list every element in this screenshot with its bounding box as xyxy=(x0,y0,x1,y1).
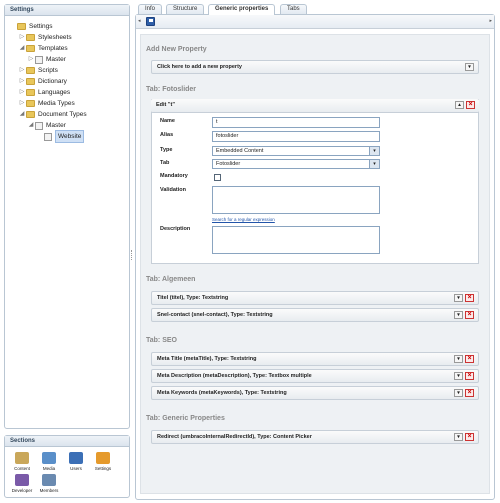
folder-icon xyxy=(26,67,35,74)
tree-item[interactable] xyxy=(27,54,66,65)
delete-icon[interactable]: × xyxy=(465,311,474,319)
chevron-down-icon[interactable]: ▾ xyxy=(454,311,463,319)
name-label: Name xyxy=(160,118,175,124)
expand-arrow-icon[interactable]: ▷ xyxy=(19,34,25,40)
folder-icon xyxy=(26,34,35,41)
chevron-down-icon[interactable]: ▾ xyxy=(454,294,463,302)
chevron-down-icon[interactable]: ▾ xyxy=(454,355,463,363)
tree-item-label: Dictionary xyxy=(38,78,67,85)
property-bar[interactable] xyxy=(151,430,479,444)
tree-item-label: Stylesheets xyxy=(38,34,72,41)
description-label: Description xyxy=(160,226,191,232)
folder-icon xyxy=(26,78,35,85)
expand-arrow-icon[interactable]: ▷ xyxy=(19,78,25,84)
alias-label: Alias xyxy=(160,132,174,138)
property-label: Meta Description (metaDescription), Type: Textbox multiple xyxy=(157,373,312,379)
expand-arrow-icon[interactable]: ◢ xyxy=(28,122,34,128)
scroll-left-icon[interactable]: ◂ xyxy=(138,18,141,24)
settings-icon xyxy=(96,452,110,464)
folder-icon xyxy=(26,45,35,52)
chevron-down-icon: ▾ xyxy=(369,160,379,168)
property-bar[interactable] xyxy=(151,352,479,366)
chevron-down-icon[interactable]: ▾ xyxy=(454,372,463,380)
tree-item[interactable] xyxy=(9,21,53,32)
folder-icon xyxy=(17,23,26,30)
validation-textarea[interactable] xyxy=(212,186,380,214)
tab-tabs[interactable]: Tabs xyxy=(280,4,307,14)
tab-select-value: Fotoslider xyxy=(216,161,241,167)
settings-panel-title: Settings xyxy=(5,5,129,16)
add-property-heading: Add New Property xyxy=(146,46,207,53)
delete-icon[interactable]: × xyxy=(465,294,474,302)
section-label: Members xyxy=(39,488,59,493)
name-input[interactable]: t xyxy=(212,117,380,128)
folder-icon xyxy=(26,111,35,118)
property-label: Redirect (umbracoInternalRedirectId), Type: Content Picker xyxy=(157,434,312,440)
folder-icon xyxy=(26,89,35,96)
section-label: Developer xyxy=(11,488,33,493)
tab-generic-properties[interactable]: Generic properties xyxy=(208,4,275,15)
tree-item[interactable] xyxy=(18,98,75,109)
chevron-down-icon: ▾ xyxy=(369,147,379,155)
tree-item-label: Templates xyxy=(38,45,68,52)
tree-item-label: Scripts xyxy=(38,67,58,74)
expand-arrow-icon[interactable]: ▷ xyxy=(19,67,25,73)
tree-item-label: Languages xyxy=(38,89,71,96)
tab-info[interactable]: Info xyxy=(138,4,162,14)
tree-item-label: Website xyxy=(55,130,84,143)
section-label: Settings xyxy=(94,466,112,471)
mandatory-checkbox[interactable] xyxy=(214,174,221,181)
section-label: Content xyxy=(14,466,30,471)
expand-arrow-icon[interactable]: ◢ xyxy=(19,111,25,117)
media-icon xyxy=(42,452,56,464)
members-icon xyxy=(42,474,56,486)
users-icon xyxy=(69,452,83,464)
document-icon xyxy=(35,56,43,64)
delete-icon[interactable]: × xyxy=(465,355,474,363)
add-property-bar[interactable] xyxy=(151,60,479,74)
description-textarea[interactable] xyxy=(212,226,380,254)
tree-item-label: Media Types xyxy=(38,100,75,107)
chevron-down-icon[interactable]: ▾ xyxy=(454,433,463,441)
tree-item[interactable] xyxy=(18,32,72,43)
tree-item-label: Master xyxy=(46,122,66,129)
tree-item-label: Document Types xyxy=(38,111,87,118)
scroll-right-icon[interactable]: ▸ xyxy=(489,18,492,24)
chevron-down-icon[interactable]: ▾ xyxy=(465,63,474,71)
mandatory-label: Mandatory xyxy=(160,173,188,179)
sections-panel-title: Sections xyxy=(5,436,129,447)
tree-item[interactable] xyxy=(18,43,68,54)
delete-icon[interactable]: × xyxy=(465,372,474,380)
tree-item-label: Master xyxy=(46,56,66,63)
group-heading: Tab: Generic Properties xyxy=(146,415,225,422)
property-bar[interactable] xyxy=(151,291,479,305)
tree-item[interactable] xyxy=(18,109,87,120)
expand-arrow-icon[interactable]: ◢ xyxy=(19,45,25,51)
edit-property-title: Edit "t" xyxy=(156,102,175,108)
type-select-value: Embedded Content xyxy=(216,148,264,154)
section-users[interactable] xyxy=(65,452,87,471)
delete-icon[interactable]: × xyxy=(465,433,474,441)
tree-item[interactable] xyxy=(18,87,70,98)
tab-select[interactable] xyxy=(212,159,380,169)
folder-icon xyxy=(26,100,35,107)
expand-arrow-icon[interactable]: ▷ xyxy=(19,100,25,106)
delete-icon[interactable]: × xyxy=(466,101,475,109)
section-settings[interactable] xyxy=(92,452,114,471)
chevron-down-icon[interactable]: ▾ xyxy=(454,389,463,397)
delete-icon[interactable]: × xyxy=(465,389,474,397)
property-label: Meta Keywords (metaKeywords), Type: Textstring xyxy=(157,390,287,396)
section-developer[interactable] xyxy=(11,474,33,493)
section-media[interactable] xyxy=(38,452,60,471)
group-heading: Tab: SEO xyxy=(146,337,177,344)
property-bar[interactable] xyxy=(151,369,479,383)
tab-label: Tab xyxy=(160,160,170,166)
validation-label: Validation xyxy=(160,187,186,193)
property-label: Titel (titel), Type: Textstring xyxy=(157,295,229,301)
content-icon xyxy=(15,452,29,464)
property-bar[interactable] xyxy=(151,386,479,400)
group-heading: Tab: Algemeen xyxy=(146,276,196,283)
tree-item-label: Settings xyxy=(29,23,53,30)
tree-item[interactable] xyxy=(18,76,67,87)
tab-fotoslider-heading: Tab: Fotoslider xyxy=(146,86,197,93)
chevron-up-icon[interactable]: ▴ xyxy=(455,101,464,109)
settings-panel xyxy=(4,4,130,429)
add-property-label: Click here to add a new property xyxy=(157,64,242,70)
tab-structure[interactable]: Structure xyxy=(166,4,204,14)
expand-arrow-icon[interactable]: ▷ xyxy=(19,89,25,95)
alias-input[interactable]: fotoslider xyxy=(212,131,380,142)
document-icon xyxy=(44,133,52,141)
toolbar xyxy=(136,15,494,29)
tree-item[interactable] xyxy=(18,65,58,76)
collapse-handle[interactable] xyxy=(131,250,134,260)
type-select[interactable] xyxy=(212,146,380,156)
document-icon xyxy=(35,122,43,130)
section-members[interactable] xyxy=(38,474,60,493)
expand-arrow-icon[interactable]: ▷ xyxy=(28,56,34,62)
section-content[interactable] xyxy=(11,452,33,471)
type-label: Type xyxy=(160,147,173,153)
developer-icon xyxy=(15,474,29,486)
property-label: Meta Title (metaTitle), Type: Textstring xyxy=(157,356,257,362)
sections-panel xyxy=(4,435,130,498)
tree-item[interactable] xyxy=(36,131,84,142)
save-icon[interactable] xyxy=(146,17,155,26)
edit-property-bar[interactable] xyxy=(151,99,479,113)
regex-search-link[interactable]: Search for a regular expression xyxy=(212,217,275,222)
section-label: Media xyxy=(42,466,56,471)
property-bar[interactable] xyxy=(151,308,479,322)
section-label: Users xyxy=(70,466,82,471)
property-label: Snel-contact (snel-contact), Type: Textstring xyxy=(157,312,273,318)
